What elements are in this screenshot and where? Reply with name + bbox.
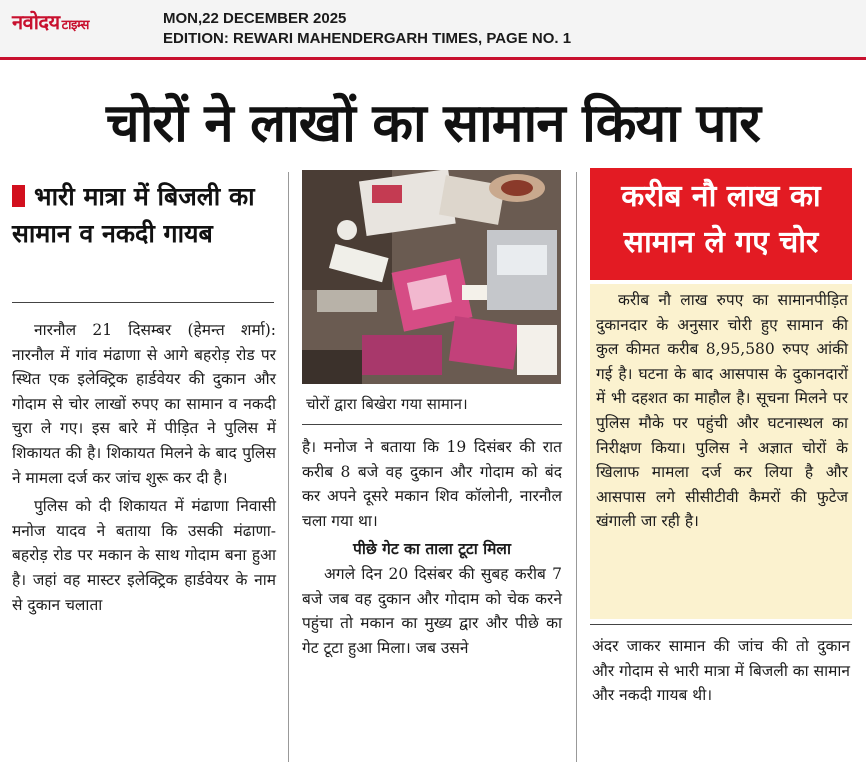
edition-meta [163, 9, 571, 49]
col2-subheading: पीछे गेट का ताला टूटा मिला [353, 540, 511, 559]
column-2 [302, 435, 562, 660]
logo-main-text: नवोदय [12, 10, 60, 34]
col2-paragraph-2: अगले दिन 20 दिसंबर की सुबह करीब 7 बजे जब वह दुकान और गोदाम को चेक करने पहुंचा तो मकान का मुख्य द्वार और पीछे का गेट टूटा हुआ मिला। जब उसने [302, 564, 562, 657]
column-divider-1 [288, 172, 289, 762]
highlight-box-text: करीब नौ लाख रुपए का सामानपीड़ित दुकानदार के अनुसार चोरी हुए सामान की कुल कीमत करीब 8,95,580 रुपए आंकी गई है। घटना के बाद आसपास के दुकानदारों में भी दहशत का माहौल है। सूचना मिलने पर पुलिस मौके पर पहुंची और घटनास्थल का निरीक्षण किया। पुलिस ने अज्ञात चोरों के खिलाफ मामला दर्ज कर लिया है और आसपास लगे सीसीटीवी कैमरों की फुटेज खंगाली जा रही है। [596, 291, 848, 531]
masthead-bar [0, 0, 866, 60]
scattered-goods-photo-icon [302, 170, 561, 384]
column-divider-2 [576, 172, 577, 762]
edition-line: EDITION: REWARI MAHENDERGARH TIMES, PAGE NO. 1 [163, 30, 572, 47]
column-3-bottom: अंदर जाकर सामान की जांच की तो दुकान और गोदाम से भारी मात्रा में बिजली का सामान और नकदी गायब थी। [592, 637, 850, 705]
article-photo[interactable] [302, 170, 561, 384]
article-subheading [12, 178, 274, 252]
col1-paragraph-2: पुलिस को दी शिकायत में मंढाणा निवासी मनोज यादव ने बताया कि उसकी मंढाणा-बहरोड़ रोड पर मकान के साथ गोदाम बना हुआ है। जहां वह मास्टर इलेक्ट्रिक हार्डवेयर के नाम से दुकान चलाता [12, 497, 276, 614]
col2-paragraph-1: है। मनोज ने बताया कि 19 दिसंबर की रात करीब 8 बजे वह दुकान और गोदाम को बंद कर अपने दूसरे मकान शिव कॉलोनी, नारनौल चला गया था। [302, 438, 562, 530]
photo-caption: चोरों द्वारा बिखेरा गया सामान। [306, 395, 468, 413]
date-line: MON,22 DECEMBER 2025 [163, 10, 347, 27]
article-headline: चोरों ने लाखों का सामान किया पार [106, 93, 760, 154]
caption-rule [302, 424, 562, 425]
column-1 [12, 318, 276, 617]
subheading-rule [12, 302, 274, 303]
highlight-box-title: करीब नौ लाख का सामान ले गए चोर [590, 168, 852, 280]
col1-paragraph-1: नारनौल 21 दिसम्बर (हेमन्त शर्मा): नारनौल में गांव मंढाणा से आगे बहरोड़ रोड पर स्थित एक इलेक्ट्रिक हार्डवेयर की दुकान और गोदाम से चोर लाखों रुपए का सामान व नकदी चुरा ले गए। इस बारे में पीड़ित ने पुलिस में शिकायत की है। शिकायत मिलने के बाद पुलिस ने मामला दर्ज कर जांच शुरू कर दी है। [12, 321, 276, 487]
logo-sub-text: टाइम्स [61, 18, 89, 33]
red-bullet-icon [12, 185, 25, 207]
subheading-text: भारी मात्रा में बिजली का सामान व नकदी गायब [12, 182, 255, 248]
box-bottom-rule [590, 624, 852, 625]
newspaper-logo[interactable] [12, 8, 89, 35]
